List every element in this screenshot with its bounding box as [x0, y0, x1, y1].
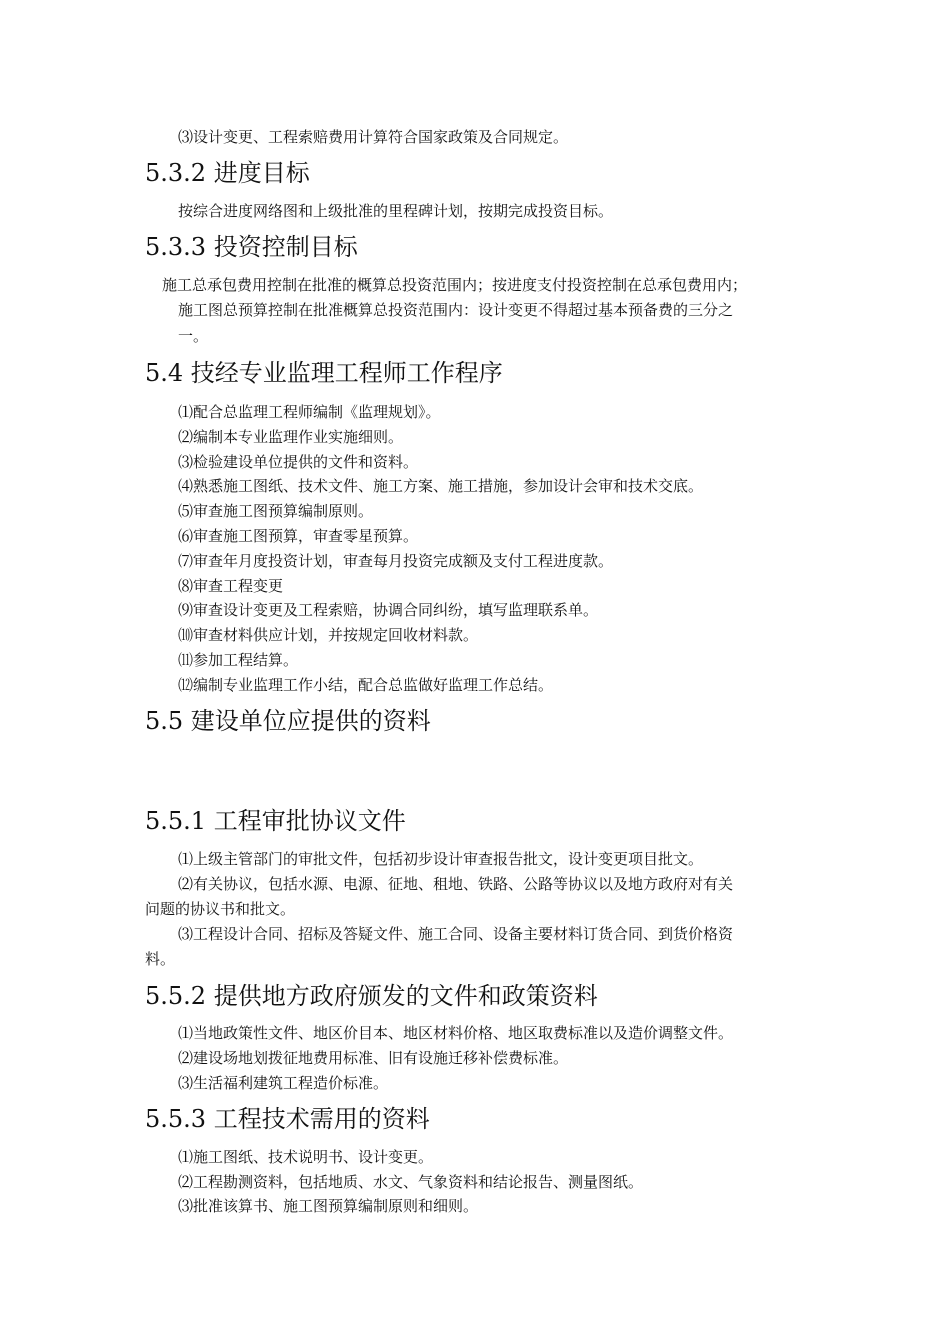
list-item: ⑴配合总监理工程师编制《监理规划》。	[178, 403, 441, 421]
list-item: ⑵编制本专业监理作业实施细则。	[178, 428, 404, 446]
heading-5-4: 5.4 技经专业监理工程师工作程序	[145, 359, 503, 387]
list-item: ⑻审查工程变更	[178, 577, 284, 595]
paragraph-line: 施工总承包费用控制在批准的概算总投资范围内；按进度支付投资控制在总承包费用内；	[162, 276, 748, 294]
list-item: ⑺审查年月度投资计划，审查每月投资完成额及支付工程进度款。	[178, 552, 614, 570]
list-item: ⑶生活福利建筑工程造价标准。	[178, 1074, 389, 1092]
list-item: ⑽审查材料供应计划，并按规定回收材料款。	[178, 626, 479, 644]
list-item: ⑿编制专业监理工作小结，配合总监做好监理工作总结。	[178, 676, 554, 694]
paragraph-line: ⑶设计变更、工程索赔费用计算符合国家政策及合同规定。	[178, 128, 569, 146]
paragraph-line: 施工图总预算控制在批准概算总投资范围内：设计变更不得超过基本预备费的三分之	[178, 301, 734, 319]
list-item: ⑾参加工程结算。	[178, 651, 299, 669]
list-item: ⑶批准该算书、施工图预算编制原则和细则。	[178, 1197, 479, 1215]
list-item: ⑶检验建设单位提供的文件和资料。	[178, 453, 419, 471]
list-item: ⑴施工图纸、技术说明书、设计变更。	[178, 1148, 434, 1166]
paragraph-line: 一。	[178, 327, 209, 345]
list-item: ⑸审查施工图预算编制原则。	[178, 502, 374, 520]
list-item: ⑹审查施工图预算，审查零星预算。	[178, 527, 419, 545]
list-item: ⑵有关协议，包括水源、电源、征地、租地、铁路、公路等协议以及地方政府对有关	[178, 875, 734, 893]
heading-5-3-3: 5.3.3 投资控制目标	[145, 233, 358, 261]
heading-5-5-2: 5.5.2 提供地方政府颁发的文件和政策资料	[145, 982, 598, 1010]
heading-5-5-3: 5.5.3 工程技术需用的资料	[145, 1105, 430, 1133]
list-item-continued: 料。	[145, 950, 176, 968]
heading-5-5-1: 5.5.1 工程审批协议文件	[145, 807, 406, 835]
heading-5-3-2: 5.3.2 进度目标	[145, 159, 310, 187]
list-item: ⑴当地政策性文件、地区价目本、地区材料价格、地区取费标准以及造价调整文件。	[178, 1024, 734, 1042]
paragraph-line: 按综合进度网络图和上级批准的里程碑计划，按期完成投资目标。	[178, 202, 614, 220]
heading-5-5: 5.5 建设单位应提供的资料	[145, 707, 431, 735]
list-item-continued: 问题的协议书和批文。	[145, 900, 296, 918]
list-item: ⑼审查设计变更及工程索赔，协调合同纠纷，填写监理联系单。	[178, 601, 599, 619]
list-item: ⑴上级主管部门的审批文件，包括初步设计审查报告批文，设计变更项目批文。	[178, 850, 704, 868]
list-item: ⑷熟悉施工图纸、技术文件、施工方案、施工措施，参加设计会审和技术交底。	[178, 477, 704, 495]
list-item: ⑵建设场地划拨征地费用标准、旧有设施迁移补偿费标准。	[178, 1049, 569, 1067]
list-item: ⑶工程设计合同、招标及答疑文件、施工合同、设备主要材料订货合同、到货价格资	[178, 925, 734, 943]
list-item: ⑵工程勘测资料，包括地质、水文、气象资料和结论报告、测量图纸。	[178, 1173, 644, 1191]
